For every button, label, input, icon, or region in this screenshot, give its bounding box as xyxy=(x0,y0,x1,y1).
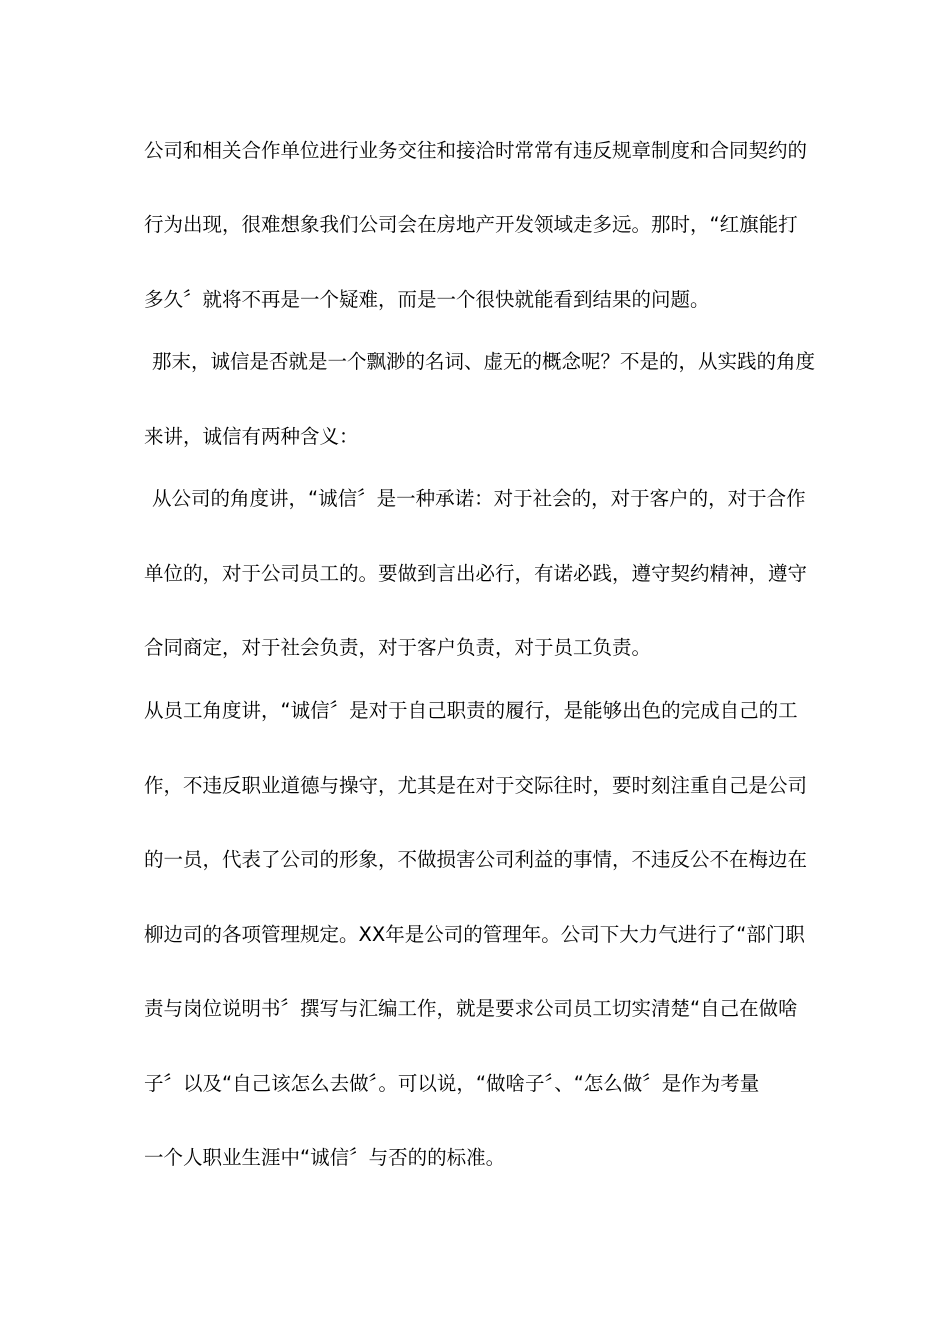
paragraph-line: 一个人职业生涯中“诚信〞与否的的标准。 xyxy=(144,1146,506,1169)
paragraph-line: 来讲，诚信有两种含义： xyxy=(144,425,359,448)
paragraph-line: 多久〞就将不再是一个疑难，而是一个很快就能看到结果的问题。 xyxy=(144,288,710,311)
paragraph-line: 的一员，代表了公司的形象，不做损害公司利益的事情，不违反公不在梅边在 xyxy=(144,848,808,871)
paragraph-line: 从公司的角度讲，“诚信〞是一种承诺：对于社会的，对于客户的，对于合作 xyxy=(152,487,806,510)
paragraph-line: 责与岗位说明书〞撰写与汇编工作，就是要求公司员工切实清楚“自己在做啥 xyxy=(144,997,798,1020)
paragraph-line: 柳边司的各项管理规定。XX年是公司的管理年。公司下大力气进行了“部门职 xyxy=(144,923,805,946)
paragraph-line: 行为出现，很难想象我们公司会在房地产开发领域走多远。那时，“红旗能打 xyxy=(144,213,798,236)
paragraph-line: 作，不违反职业道德与操守，尤其是在对于交际往时，要时刻注重自己是公司 xyxy=(144,774,808,797)
paragraph-line: 从员工角度讲，“诚信〞是对于自己职责的履行，是能够出色的完成自己的工 xyxy=(144,699,798,722)
paragraph-line: 单位的，对于公司员工的。要做到言出必行，有诺必践，遵守契约精神，遵守 xyxy=(144,562,808,585)
paragraph-line: 公司和相关合作单位进行业务交往和接洽时常常有违反规章制度和合同契约的 xyxy=(144,139,808,162)
paragraph-line: 子〞以及“自己该怎么去做〞。可以说，“做啥子〞、“怎么做〞是作为考量 xyxy=(144,1072,760,1095)
paragraph-line: 那末，诚信是否就是一个飘渺的名词、虚无的概念呢？不是的，从实践的角度 xyxy=(152,350,816,373)
paragraph-line: 合同商定，对于社会负责，对于客户负责，对于员工负责。 xyxy=(144,636,652,659)
